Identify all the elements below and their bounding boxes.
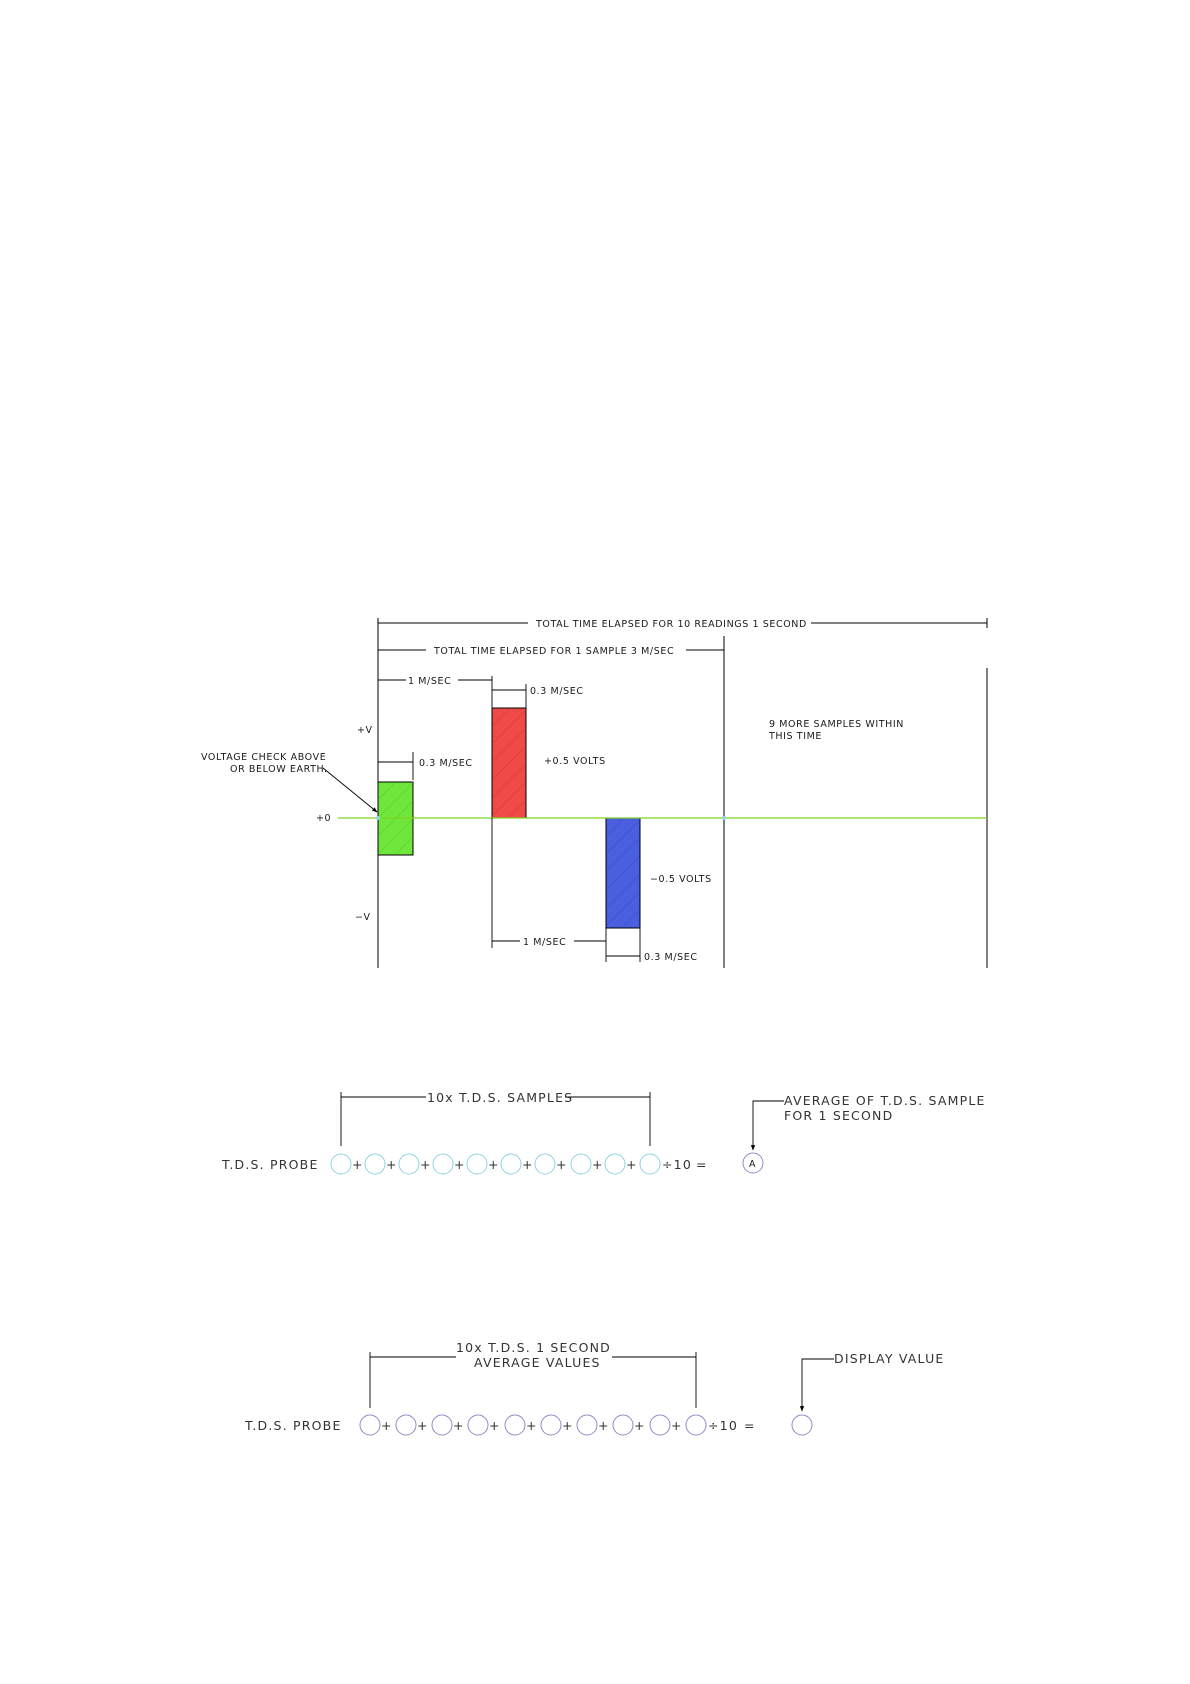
pulse-red — [492, 708, 606, 818]
dimension-1-msec-top — [378, 673, 492, 708]
average-circle — [541, 1415, 561, 1435]
sample-circle — [467, 1154, 487, 1174]
display-note-leader — [802, 1359, 834, 1411]
plus-sign: + — [488, 1157, 500, 1172]
sample-circle — [640, 1154, 660, 1174]
label-10x-average-line1: 10x T.D.S. 1 SECOND — [456, 1340, 611, 1355]
label-plus-v: +V — [357, 725, 373, 736]
average-circle — [360, 1415, 380, 1435]
average-note-leader — [753, 1101, 784, 1150]
label-red-width: 0.3 M/SEC — [530, 686, 584, 697]
label-1-msec-bottom: 1 M/SEC — [523, 937, 567, 948]
sample-circle — [501, 1154, 521, 1174]
average-circle — [686, 1415, 706, 1435]
label-10x-samples: 10x T.D.S. SAMPLES — [427, 1090, 574, 1105]
row1-divide: ÷10 — [662, 1157, 692, 1172]
row1-sample-circles — [331, 1154, 660, 1174]
display-value-circle — [792, 1415, 812, 1435]
label-minus-v: −V — [355, 912, 371, 923]
plus-sign: + — [489, 1418, 501, 1433]
label-average-line1: AVERAGE OF T.D.S. SAMPLE — [784, 1093, 986, 1108]
average-circle — [613, 1415, 633, 1435]
sample-circle — [433, 1154, 453, 1174]
plus-sign: + — [381, 1418, 393, 1433]
label-1-msec-top: 1 M/SEC — [408, 676, 452, 687]
sample-circle — [605, 1154, 625, 1174]
plus-sign: + — [634, 1418, 646, 1433]
row2-average-circles — [360, 1415, 706, 1435]
result-letter-a: A — [749, 1159, 757, 1170]
sample-circle — [571, 1154, 591, 1174]
row1-equals: = — [696, 1157, 708, 1172]
plus-sign: + — [598, 1418, 610, 1433]
dimension-total-1-sample — [378, 646, 724, 657]
dimension-green-width — [378, 752, 473, 780]
plus-sign: + — [417, 1418, 429, 1433]
label-green-width: 0.3 M/SEC — [419, 758, 473, 769]
average-circle — [577, 1415, 597, 1435]
label-blue-width: 0.3 M/SEC — [644, 952, 698, 963]
pulse-blue — [606, 818, 712, 928]
label-10x-average-line2: AVERAGE VALUES — [474, 1355, 601, 1370]
sample-circle — [365, 1154, 385, 1174]
label-more-samples-line1: 9 MORE SAMPLES WITHIN — [769, 719, 904, 730]
plus-sign: + — [420, 1157, 432, 1172]
average-circle — [396, 1415, 416, 1435]
label-more-samples-line2: THIS TIME — [769, 731, 823, 742]
label-plus-volts: +0.5 VOLTS — [544, 756, 606, 767]
row2-divide: ÷10 — [708, 1418, 738, 1433]
plus-sign: + — [556, 1157, 568, 1172]
average-circle — [650, 1415, 670, 1435]
plus-sign: + — [626, 1157, 638, 1172]
plus-sign: + — [454, 1157, 466, 1172]
sample-average-equation — [221, 1090, 986, 1174]
plus-sign: + — [352, 1157, 364, 1172]
row1-probe-label: T.D.S. PROBE — [222, 1157, 319, 1172]
average-circle — [432, 1415, 452, 1435]
axis-junction-dot — [376, 816, 380, 820]
plus-sign: + — [453, 1418, 465, 1433]
display-value-equation — [244, 1340, 945, 1435]
label-voltage-check-line1: VOLTAGE CHECK ABOVE — [201, 752, 327, 763]
dimension-red-width — [492, 684, 584, 708]
label-zero: +0 — [316, 813, 332, 824]
row2-equals: = — [744, 1418, 756, 1433]
average-circle — [505, 1415, 525, 1435]
dimension-total-10-readings — [378, 619, 987, 630]
voltage-check-note — [201, 752, 377, 812]
plus-sign: + — [522, 1157, 534, 1172]
dimension-blue-width — [606, 928, 698, 963]
axis-junction-dot — [722, 816, 726, 820]
sample-circle — [331, 1154, 351, 1174]
plus-sign: + — [562, 1418, 574, 1433]
row2-probe-label: T.D.S. PROBE — [245, 1418, 342, 1433]
label-display-value: DISPLAY VALUE — [834, 1351, 945, 1366]
label-total-10-readings: TOTAL TIME ELAPSED FOR 10 READINGS 1 SECOND — [536, 619, 807, 630]
label-average-line2: FOR 1 SECOND — [784, 1108, 894, 1123]
plus-sign: + — [386, 1157, 398, 1172]
timing-diagram — [201, 618, 987, 968]
label-voltage-check-line2: OR BELOW EARTH. — [230, 764, 328, 775]
average-circle — [468, 1415, 488, 1435]
sample-circle — [399, 1154, 419, 1174]
label-total-1-sample: TOTAL TIME ELAPSED FOR 1 SAMPLE 3 M/SEC — [434, 646, 675, 657]
label-minus-volts: −0.5 VOLTS — [650, 874, 712, 885]
plus-sign: + — [526, 1418, 538, 1433]
plus-sign: + — [671, 1418, 683, 1433]
dimension-1-msec-bottom — [492, 818, 606, 962]
sample-circle — [535, 1154, 555, 1174]
plus-sign: + — [592, 1157, 604, 1172]
